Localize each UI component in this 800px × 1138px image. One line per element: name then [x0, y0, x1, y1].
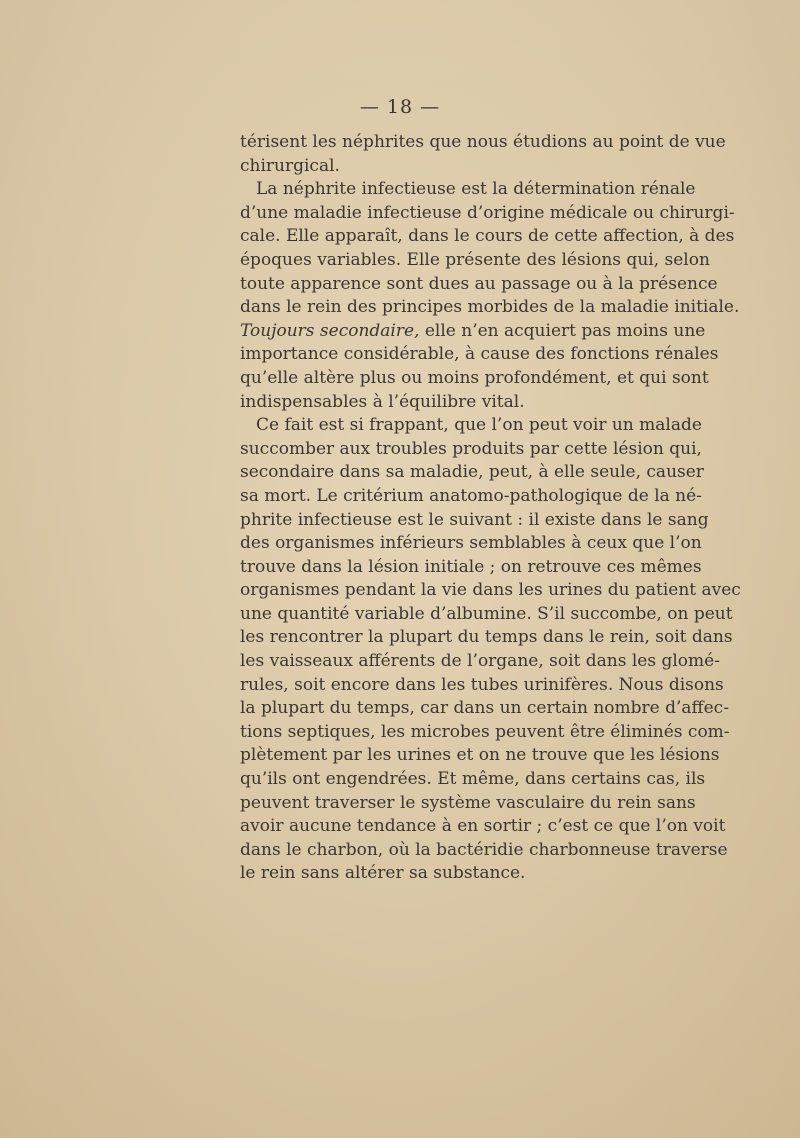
text-line: avoir aucune tendance à en sortir ; c’est ce que l’on voit	[240, 816, 726, 837]
page-number: — 18 —	[359, 96, 441, 118]
text-line: toute apparence sont dues au passage ou à la présence	[240, 273, 718, 294]
text-line: La néphrite infectieuse est la détermination rénale	[256, 179, 696, 200]
text-line: importance considérable, à cause des fonctions rénales	[240, 344, 719, 365]
text-line: rules, soit encore dans les tubes urinifères. Nous disons	[240, 674, 724, 695]
text-line: qu’elle altère plus ou moins profondément, et qui sont	[240, 367, 709, 388]
text-line: époques variables. Elle présente des lésions qui, selon	[240, 249, 710, 270]
text-line: tions septiques, les microbes peuvent être éliminés com-	[240, 721, 730, 742]
text-line: les rencontrer la plupart du temps dans le rein, soit dans	[240, 627, 733, 648]
text-line: chirurgical.	[240, 155, 340, 176]
text-line: organismes pendant la vie dans les urines du patient avec	[240, 580, 741, 601]
text-line: dans le rein des principes morbides de la maladie initiale.	[240, 297, 740, 318]
text-line: Toujours secondaire, elle n’en acquiert pas moins une	[240, 320, 706, 341]
text-line: le rein sans altérer sa substance.	[240, 863, 526, 884]
text-line: secondaire dans sa maladie, peut, à elle seule, causer	[240, 462, 704, 483]
text-line: sa mort. Le critérium anatomo-pathologique de la né-	[240, 485, 702, 506]
text-line: succomber aux troubles produits par cette lésion qui,	[240, 438, 702, 459]
text-line: Ce fait est si frappant, que l’on peut voir un malade	[256, 415, 702, 436]
text-line: indispensables à l’équilibre vital.	[240, 391, 525, 412]
text-line: une quantité variable d’albumine. S’il succombe, on peut	[240, 603, 733, 624]
text-line: cale. Elle apparaît, dans le cours de cette affection, à des	[240, 226, 735, 247]
text-line: plètement par les urines et on ne trouve que les lésions	[240, 745, 720, 766]
text-line: la plupart du temps, car dans un certain nombre d’affec-	[240, 698, 729, 719]
text-line: d’une maladie infectieuse d’origine médicale ou chirurgi-	[240, 202, 735, 223]
text-line: térisent les néphrites que nous étudions au point de vue	[240, 132, 726, 152]
text-line: peuvent traverser le système vasculaire du rein sans	[240, 792, 696, 813]
text-line: des organismes inférieurs semblables à ceux que l’on	[240, 533, 702, 554]
text-line: phrite infectieuse est le suivant : il existe dans le sang	[240, 509, 709, 530]
body-text	[240, 131, 741, 886]
text-line: qu’ils ont engendrées. Et même, dans certains cas, ils	[240, 769, 706, 790]
text-line: dans le charbon, où la bactéridie charbonneuse traverse	[240, 839, 728, 860]
text-line: trouve dans la lésion initiale ; on retrouve ces mêmes	[240, 556, 702, 577]
text-line: les vaisseaux afférents de l’organe, soit dans les glomé-	[240, 651, 720, 672]
